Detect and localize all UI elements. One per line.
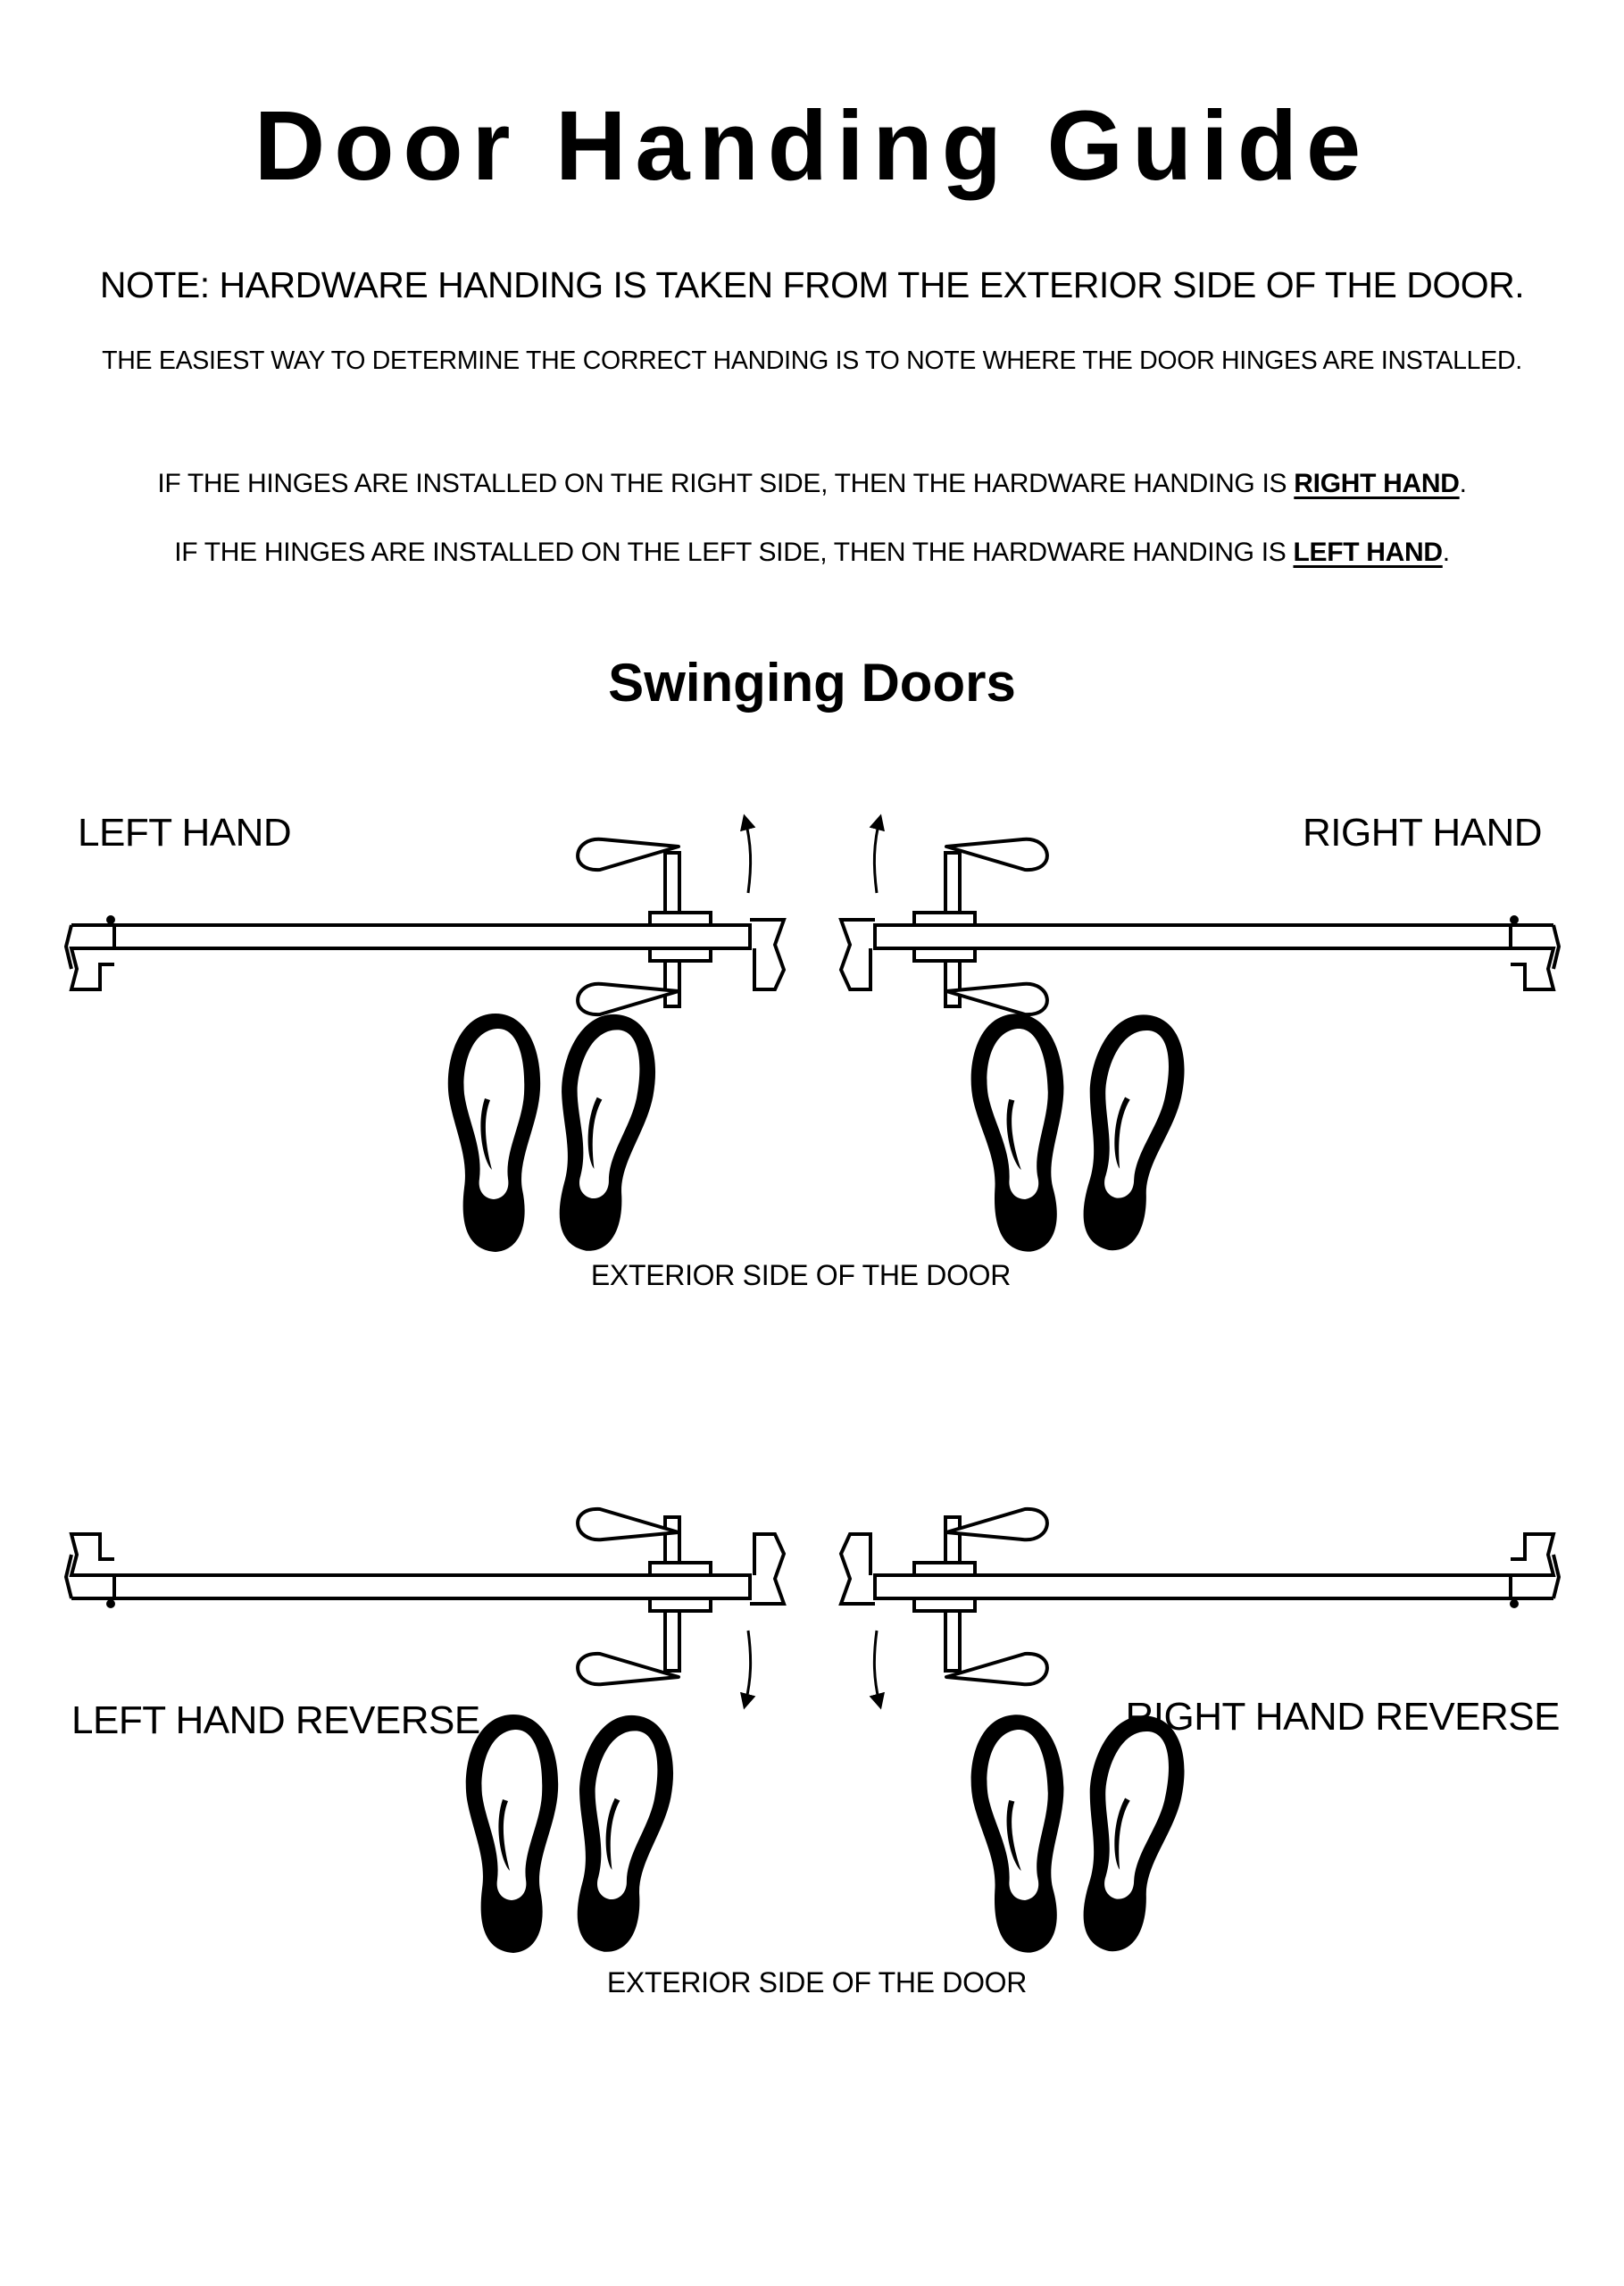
footprints-icon	[448, 1008, 664, 1257]
label-right-hand: RIGHT HAND	[1303, 811, 1542, 855]
footprints-icon	[966, 1007, 1194, 1258]
door-slab-icon	[114, 925, 750, 948]
exterior-side-label: EXTERIOR SIDE OF THE DOOR	[606, 1966, 1028, 1998]
door-slab-icon	[875, 1575, 1511, 1598]
door-stop-icon	[750, 920, 784, 989]
door-frame-icon	[66, 1534, 114, 1598]
hinge-icon	[106, 915, 115, 924]
note-detail-text: THE EASIEST WAY TO DETERMINE THE CORRECT HANDING IS TO NOTE WHERE THE DOOR HINGES ARE INSTALLED.	[102, 346, 1522, 375]
exterior-side-label: EXTERIOR SIDE OF THE DOOR	[590, 1259, 1012, 1291]
hinge-icon	[106, 1599, 115, 1608]
swing-arrow-icon	[745, 817, 751, 893]
label-left-hand-reverse: LEFT HAND REVERSE	[71, 1698, 480, 1742]
swing-arrow-icon	[745, 1631, 751, 1706]
footprints-icon	[966, 1708, 1194, 1959]
footprints-icon	[466, 1709, 682, 1958]
page-title: Door Handing Guide	[254, 91, 1370, 201]
door-frame-icon	[66, 925, 114, 989]
label-right-hand-reverse: RIGHT HAND REVERSE	[1125, 1695, 1560, 1739]
rule-emphasis: LEFT HAND	[1293, 538, 1443, 567]
rule-prefix: IF THE HINGES ARE INSTALLED ON THE LEFT SIDE, THEN THE HARDWARE HANDING IS	[174, 538, 1294, 567]
door-frame-icon	[1511, 1534, 1559, 1598]
rule-prefix: IF THE HINGES ARE INSTALLED ON THE RIGHT SIDE, THEN THE HARDWARE HANDING IS	[157, 469, 1295, 498]
rule-suffix: .	[1459, 469, 1467, 498]
swing-arrow-icon	[874, 817, 880, 893]
door-slab-icon	[875, 925, 1511, 948]
door-slab-icon	[114, 1575, 750, 1598]
section-title: Swinging Doors	[608, 653, 1016, 713]
swing-arrow-icon	[874, 1631, 880, 1706]
note-text: NOTE: HARDWARE HANDING IS TAKEN FROM THE EXTERIOR SIDE OF THE DOOR.	[99, 264, 1525, 305]
door-frame-icon	[1511, 925, 1559, 989]
right-hand-reverse-door	[841, 1509, 1559, 1706]
rule-suffix: .	[1442, 538, 1450, 567]
left-hand-reverse-door	[66, 1509, 784, 1706]
door-stop-icon	[841, 1534, 875, 1604]
label-left-hand: LEFT HAND	[78, 811, 292, 855]
hinge-icon	[1510, 1599, 1519, 1608]
door-stop-icon	[841, 920, 875, 989]
hinge-icon	[1510, 915, 1519, 924]
door-stop-icon	[750, 1534, 784, 1604]
rule-emphasis: RIGHT HAND	[1294, 469, 1460, 498]
